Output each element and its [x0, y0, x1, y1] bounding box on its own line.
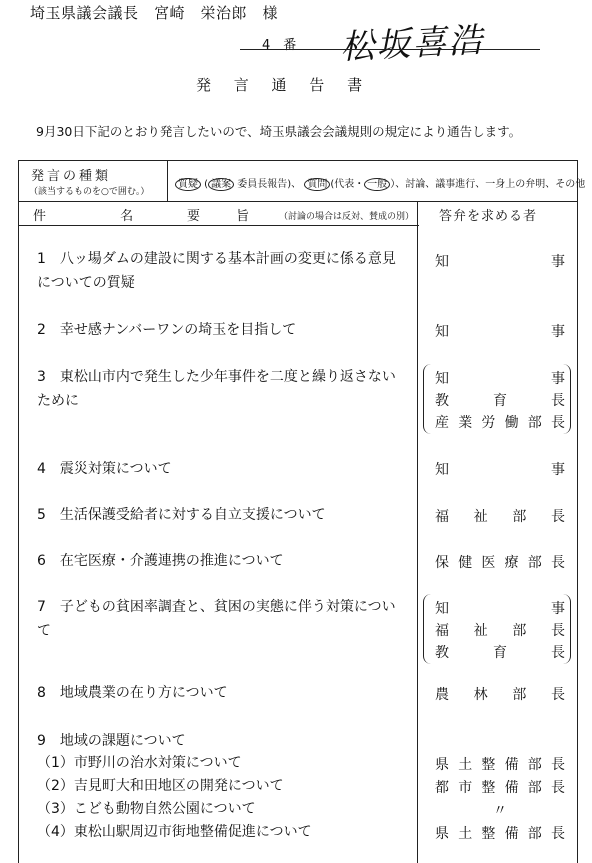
speech-type-options: 質疑 ( 議案 委員長報告)、 質問 (代表・ 一般 ）、討論、議事進行、一身上の弁明、その他: [175, 175, 585, 190]
list-item: 9 地域の課題について: [37, 733, 186, 749]
header-summary: 要 旨: [187, 209, 250, 224]
header-divider: [19, 225, 419, 226]
option-ippan: 一般: [364, 178, 390, 191]
option-shitsumon: 質問: [304, 178, 330, 191]
header-respondent: 答弁を求める者: [439, 209, 538, 224]
option-daihyou: 代表・: [334, 179, 365, 190]
list-item: （3）こども動物自然公園について: [37, 801, 256, 817]
intro-text: 9月30日下記のとおり発言したいので、埼玉県議会会議規則の規定により通告します。: [36, 124, 522, 139]
notice-table: [18, 160, 586, 863]
list-item: 1 八ッ場ダムの建設に関する基本計画の変更に係る意見についての質疑: [37, 251, 396, 291]
row-divider: [167, 161, 168, 201]
header-subject: 件 名: [33, 209, 134, 224]
list-item: 6 在宅医療・介護連携の推進について: [37, 553, 284, 569]
respondent: 農林部長: [435, 687, 565, 703]
speech-type-row: [19, 161, 586, 202]
respondent: 県土整備部長: [435, 757, 565, 773]
list-item: 3 東松山市内で発生した少年事件を二度と繰り返さないために: [37, 369, 396, 409]
respondent: 知事: [435, 462, 565, 478]
ditto-mark: 〃: [493, 803, 507, 819]
respondent: 知事: [435, 601, 565, 617]
respondent: 福祉部長: [435, 509, 565, 525]
list-item: （4）東松山駅周辺市街地整備促進について: [37, 824, 312, 840]
list-item: 4 震災対策について: [37, 461, 172, 477]
signature-line: [240, 49, 540, 50]
respondent: 保健医療部長: [435, 555, 565, 571]
option-others: ）、討論、議事進行、一身上の弁明、その他: [390, 179, 586, 190]
respondent: 都市整備部長: [435, 780, 565, 796]
respondent: 教育長: [435, 393, 565, 409]
respondent: 産業労働部長: [435, 415, 565, 431]
document-title: 発 言 通 告 書: [196, 76, 363, 94]
addressee: 埼玉県議会議長 宮崎 栄治郎 様: [30, 4, 279, 22]
respondent: 知事: [435, 371, 565, 387]
option-gian: 議案: [208, 178, 234, 191]
respondent: 福祉部長: [435, 623, 565, 639]
respondent: 知事: [435, 254, 565, 270]
header-summary-note: （討論の場合は反対、賛成の別）: [279, 212, 415, 222]
list-item: 8 地域農業の在り方について: [37, 685, 228, 701]
list-item: 7 子どもの貧困率調査と、貧困の実態に伴う対策について: [37, 599, 396, 639]
list-item: （2）吉見町大和田地区の開発について: [37, 778, 284, 794]
option-shitsugi: 質疑: [175, 178, 201, 191]
list-item: 2 幸せ感ナンバーワンの埼玉を目指して: [37, 322, 297, 338]
member-number: 4 番: [262, 38, 297, 53]
respondent: 県土整備部長: [435, 826, 565, 842]
list-item: （1）市野川の治水対策について: [37, 755, 242, 771]
option-iinchou: 委員長報告: [237, 179, 288, 190]
speech-type-label: 発言の種類: [31, 169, 112, 184]
respondent: 知事: [435, 324, 565, 340]
column-divider: [417, 201, 418, 863]
speech-type-instruction: （該当するものを○で囲む。）: [29, 187, 150, 197]
respondent: 教育長: [435, 645, 565, 661]
list-item: 5 生活保護受給者に対する自立支援について: [37, 507, 326, 523]
signature: 松坂喜浩: [339, 20, 486, 68]
